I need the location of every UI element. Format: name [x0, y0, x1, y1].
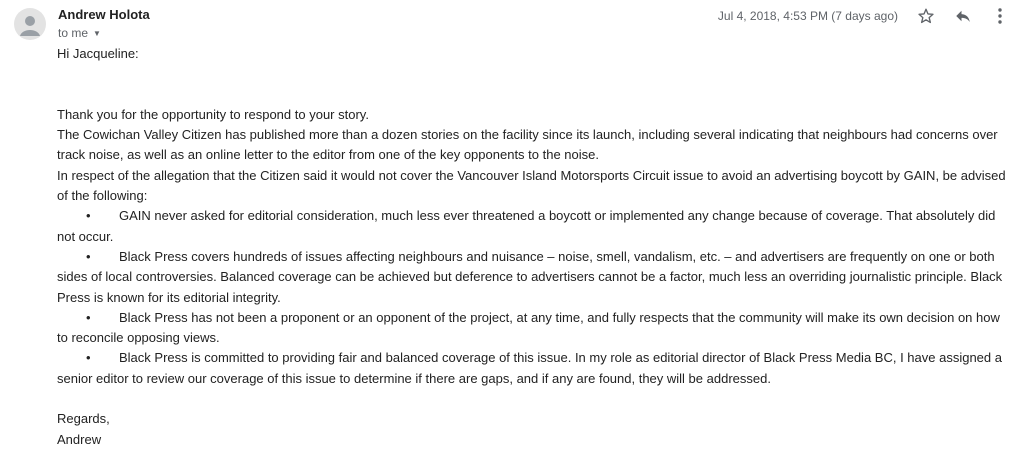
- signature: Andrew: [57, 431, 102, 447]
- bullet-item: [57, 247, 1007, 308]
- sender-name[interactable]: Andrew Holota: [58, 7, 150, 22]
- bullet-item: [57, 206, 1007, 247]
- reply-button[interactable]: [951, 5, 975, 27]
- bullet-text: Black Press is committed to providing fair and balanced coverage of this issue. In my role as editorial director of Black Press Media BC, I have assigned a senior editor to review our coverage of this issue to determine if there are gaps, and if any are found, they will be addressed.: [57, 350, 1002, 386]
- more-vert-icon: [997, 7, 1003, 25]
- bullet-item: [57, 348, 1007, 389]
- bullet-text: Black Press has not been a proponent or an opponent of the project, at any time, and fully respects that the community will make its own decision on how to reconcile opposing views.: [57, 309, 1000, 346]
- recipient-details[interactable]: [58, 26, 101, 40]
- paragraph: In respect of the allegation that the Citizen said it would not cover the Vancouver Island Motorsports Circuit issue to avoid an advertising boycott by GAIN, be advised of the following:: [57, 167, 1006, 204]
- paragraph: Thank you for the opportunity to respond to your story.: [57, 106, 369, 122]
- star-button[interactable]: [914, 5, 938, 27]
- signoff: Regards,: [57, 411, 110, 427]
- email-body: [57, 44, 1007, 450]
- chevron-down-icon[interactable]: ▼: [93, 28, 101, 38]
- paragraph: The Cowichan Valley Citizen has published more than a dozen stories on the facility since its launch, including several indicating that neighbours had concerns over track noise, as well as an online letter to the editor from one of the key opponents to the noise.: [57, 127, 998, 163]
- greeting: Hi Jacqueline:: [57, 46, 139, 61]
- bullet-marker: •: [86, 309, 91, 325]
- bullet-marker: •: [86, 350, 91, 366]
- bullet-marker: •: [86, 248, 91, 264]
- bullet-item: [57, 308, 1007, 349]
- reply-icon: [953, 7, 973, 25]
- sender-avatar: [14, 8, 46, 40]
- email-date: Jul 4, 2018, 4:53 PM (7 days ago): [717, 9, 898, 23]
- bullet-text: GAIN never asked for editorial consideration, much less ever threatened a boycott or implemented any change because of coverage. That absolutely did not occur.: [57, 208, 996, 244]
- bullet-text: Black Press covers hundreds of issues affecting neighbours and nuisance – noise, smell, vandalism, etc. – and advertisers are frequently on one or both sides of local controversies. Balanced coverage can be achieved but deference to advertisers cannot be a factor, much less an overriding journalistic principle. Black Press is known for its editorial integrity.: [57, 248, 1003, 305]
- recipient-label: to me: [58, 26, 89, 40]
- bullet-marker: •: [86, 208, 91, 224]
- person-icon: [14, 8, 46, 40]
- more-options-button[interactable]: [988, 5, 1012, 27]
- star-icon: [917, 7, 935, 25]
